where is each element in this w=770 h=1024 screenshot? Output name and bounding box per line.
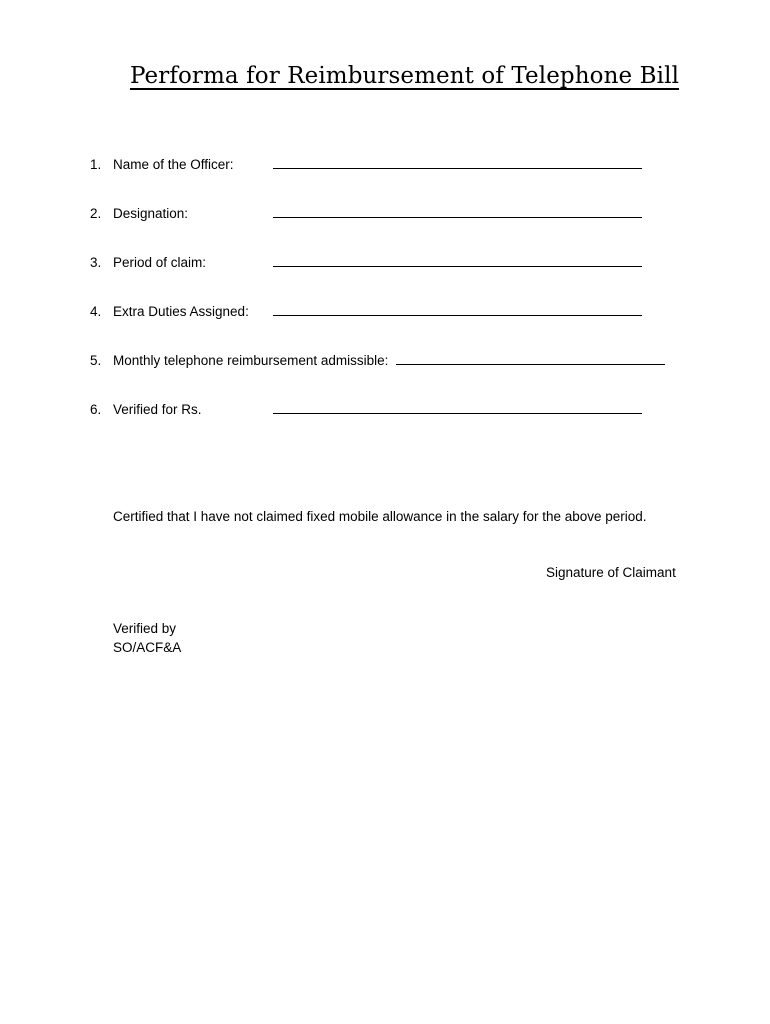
item-number: 3. — [90, 255, 102, 270]
signature-of-claimant-label: Signature of Claimant — [546, 565, 676, 580]
extra-duties-blank-line[interactable] — [273, 315, 642, 316]
document-title: Performa for Reimbursement of Telephone Bill — [130, 63, 680, 89]
item-number: 5. — [90, 353, 102, 368]
monthly-reimbursement-blank-line[interactable] — [396, 364, 665, 365]
item-number: 4. — [90, 304, 102, 319]
period-of-claim-blank-line[interactable] — [273, 266, 642, 267]
item-label: Name of the Officer: — [113, 157, 234, 172]
item-number: 2. — [90, 206, 102, 221]
item-number: 6. — [90, 402, 102, 417]
item-label: Extra Duties Assigned: — [113, 304, 249, 319]
item-label: Period of claim: — [113, 255, 207, 270]
designation-blank-line[interactable] — [273, 217, 642, 218]
item-label: Monthly telephone reimbursement admissible: — [113, 353, 389, 368]
verified-amount-blank-line[interactable] — [273, 413, 642, 414]
verified-by-label: Verified by — [113, 621, 177, 636]
verifier-designation: SO/ACF&A — [113, 640, 182, 655]
item-label: Designation: — [113, 206, 189, 221]
item-number: 1. — [90, 157, 102, 172]
item-label: Verified for Rs. — [113, 402, 202, 417]
officer-name-blank-line[interactable] — [273, 168, 642, 169]
certification-statement: Certified that I have not claimed fixed mobile allowance in the salary for the above period. — [113, 509, 647, 524]
